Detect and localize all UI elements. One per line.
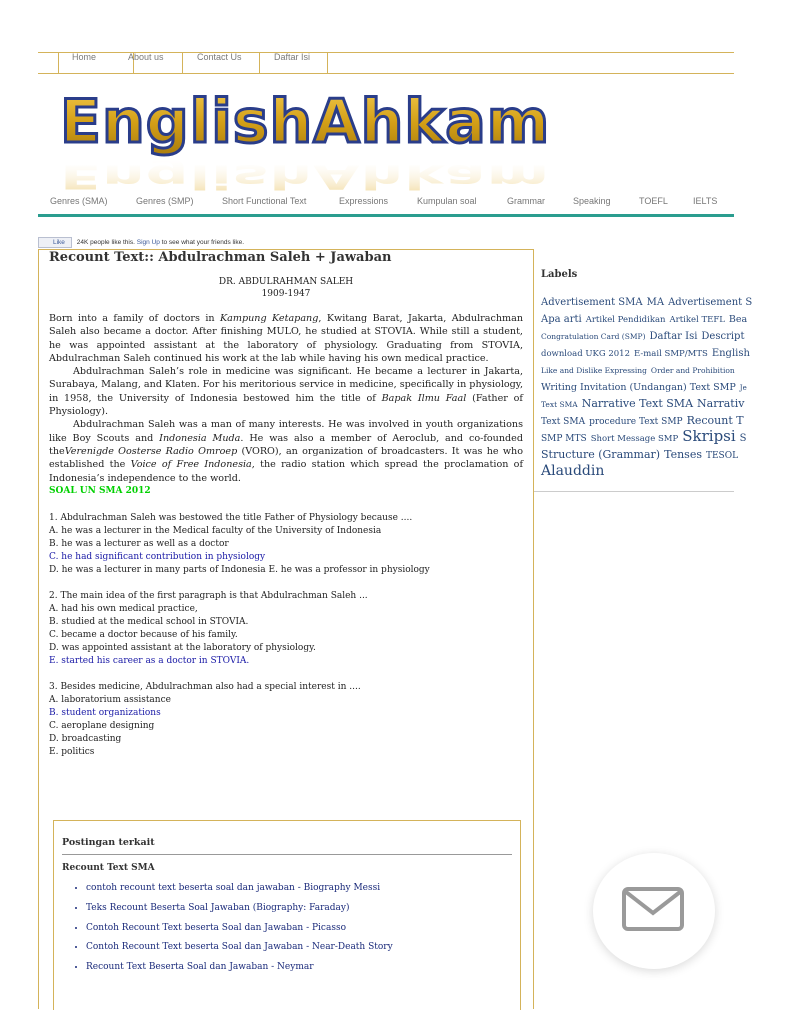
- option: B. studied at the medical school in STOVIA.: [49, 616, 249, 627]
- label-link[interactable]: Daftar Isi: [649, 331, 698, 342]
- nav-home[interactable]: Home: [58, 52, 134, 73]
- soal-heading: SOAL UN SMA 2012: [49, 485, 151, 496]
- post-title[interactable]: Recount Text:: Abdulrachman Saleh + Jawaban: [49, 250, 392, 265]
- related-list: [62, 879, 512, 978]
- cat-speaking[interactable]: Speaking: [573, 196, 611, 206]
- paragraph-2: Abdulrachman Saleh’s role in medicine was significant. He became a lecturer in Jakarta, Surabaya, Malang, and Klaten. For his meritorious service in medicine, specifically in physiology, in 1958, the University of Indonesia bestowed him the title of Bapak Ilmu Faal (Father of Physiology).: [49, 366, 523, 418]
- cat-toefl[interactable]: TOEFL: [639, 196, 668, 206]
- category-nav-bar: [38, 214, 734, 217]
- label-link[interactable]: TESOL: [705, 451, 739, 461]
- question-text: 3. Besides medicine, Abdulrachman also had a special interest in ....: [49, 681, 361, 692]
- cat-genres-smp[interactable]: Genres (SMP): [136, 196, 194, 206]
- nav-daftar-isi[interactable]: Daftar Isi: [260, 52, 328, 73]
- label-link[interactable]: Apa arti: [541, 314, 582, 325]
- label-row: [541, 429, 801, 446]
- label-link[interactable]: Congratulation Card (SMP): [541, 332, 646, 341]
- label-cloud: [541, 293, 801, 478]
- question-text: 2. The main idea of the first paragraph is that Abdulrachman Saleh ...: [49, 590, 368, 601]
- subtitle-name: DR. ABDULRAHMAN SALEH: [218, 277, 354, 287]
- option: A. had his own medical practice,: [49, 603, 198, 614]
- label-row: [541, 463, 801, 478]
- related-link[interactable]: • Contoh Recount Text beserta Soal dan Jawaban - Near-Death Story: [86, 938, 512, 958]
- label-link[interactable]: Advertisement S: [668, 297, 753, 308]
- mail-fab[interactable]: [593, 853, 715, 969]
- related-subheading: Recount Text SMA: [62, 863, 155, 873]
- label-link[interactable]: Artikel TEFL: [669, 315, 725, 325]
- label-link[interactable]: Recount T: [686, 414, 744, 427]
- label-row: [541, 412, 801, 429]
- label-link[interactable]: Text SMA: [541, 417, 586, 427]
- option-answer: E. started his career as a doctor in STOVIA.: [49, 655, 250, 666]
- question-3: [49, 681, 523, 759]
- label-link[interactable]: Narrativ: [697, 397, 745, 410]
- label-link[interactable]: Skripsi: [682, 427, 736, 445]
- label-link[interactable]: S: [739, 433, 747, 444]
- question-1: [49, 512, 523, 577]
- post-container: [38, 249, 534, 1009]
- option: D. was appointed assistant at the laboratory of physiology.: [49, 642, 316, 653]
- label-link[interactable]: Bea: [728, 314, 748, 325]
- post-subtitle: [49, 276, 523, 300]
- category-nav: [38, 191, 734, 215]
- question-text: 1. Abdulrachman Saleh was bestowed the title Father of Physiology because ....: [49, 512, 413, 523]
- related-link[interactable]: • Teks Recount Beserta Soal Jawaban (Biography: Faraday): [86, 899, 512, 919]
- cat-kumpulan-soal[interactable]: Kumpulan soal: [417, 196, 477, 206]
- label-link[interactable]: Writing Invitation (Undangan) Text SMP: [541, 382, 736, 393]
- label-row: [541, 293, 801, 310]
- facebook-like-bar: [38, 237, 244, 248]
- option: A. laboratorium assistance: [49, 694, 171, 705]
- option: C. became a doctor because of his family.: [49, 629, 238, 640]
- nav-about-us[interactable]: About us: [114, 52, 183, 73]
- label-row: [541, 310, 801, 327]
- like-rest: to see what your friends like.: [161, 239, 245, 246]
- label-link[interactable]: Short Message SMP: [590, 434, 679, 444]
- related-heading: Postingan terkait: [62, 837, 512, 855]
- label-link[interactable]: procedure Text SMP: [589, 417, 683, 427]
- cat-expressions[interactable]: Expressions: [339, 196, 389, 206]
- label-link[interactable]: Advertisement SMA: [541, 297, 643, 308]
- label-link[interactable]: E-mail SMP/MTS: [634, 349, 708, 359]
- labels-heading: Labels: [541, 269, 578, 280]
- option: C. aeroplane designing: [49, 720, 155, 731]
- related-link[interactable]: • Contoh Recount Text beserta Soal dan Jawaban - Picasso: [86, 919, 512, 939]
- related-posts: [53, 820, 521, 1010]
- label-link[interactable]: Structure (Grammar): [541, 448, 661, 461]
- question-2: [49, 590, 523, 668]
- label-link[interactable]: Tenses: [664, 448, 702, 461]
- label-row: [541, 395, 801, 412]
- option: A. he was a lecturer in the Medical faculty of the University of Indonesia: [49, 525, 382, 536]
- label-link[interactable]: SMP MTS: [541, 434, 587, 444]
- label-link[interactable]: download UKG 2012: [541, 349, 630, 359]
- related-link[interactable]: • Recount Text Beserta Soal dan Jawaban - Neymar: [86, 958, 512, 978]
- label-link[interactable]: English: [711, 348, 750, 359]
- cat-grammar[interactable]: Grammar: [507, 196, 545, 206]
- label-row: [541, 344, 801, 361]
- paragraph-1: Born into a family of doctors in Kampung Ketapang, Kwitang Barat, Jakarta, Abdulrachman Saleh also became a doctor. After finishing MULO, he studied at STOVIA. While still a student, he was appointed assistant at the laboratory of physiology. Graduating from STOVIA, Abdulrachman Saleh continued his work at the lab while having his own medical practice.: [49, 313, 523, 364]
- label-row: [541, 361, 801, 378]
- label-link[interactable]: Like and Dislike Expressing: [541, 366, 647, 375]
- label-row: [541, 446, 801, 463]
- like-count: 24K people like this.: [76, 239, 135, 246]
- mail-icon: [593, 853, 715, 969]
- top-nav-lead: [38, 52, 59, 73]
- label-link[interactable]: Alauddin: [541, 463, 605, 479]
- site-logo[interactable]: [58, 87, 551, 196]
- related-link[interactable]: • contoh recount text beserta soal dan jawaban - Biography Messi: [86, 879, 512, 899]
- sidebar-labels: [534, 259, 753, 492]
- paragraph-3: Abdulrachman Saleh was a man of many interests. He was involved in youth organizations like Boy Scouts and Indonesia Muda. He was also a member of Aeroclub, and co-founded theVerenigde Oosterse Radio Omroep (VORO), an organization of broadcasters. It was he who established the Voice of Free Indonesia, the radio station which spread the proclamation of Indonesia’s independence to the world.: [49, 419, 523, 484]
- signup-link[interactable]: Sign Up: [136, 239, 160, 246]
- label-link[interactable]: Text SMA: [541, 400, 578, 409]
- option-answer: C. he had significant contribution in physiology: [49, 551, 266, 562]
- cat-short-functional-text[interactable]: Short Functional Text: [222, 196, 307, 206]
- logo-text: EnglishAhkam: [60, 87, 551, 157]
- label-link[interactable]: Je: [739, 384, 747, 392]
- logo-reflection: EnglishAhkam: [60, 157, 551, 196]
- option: D. he was a lecturer in many parts of Indonesia E. he was a professor in physiology: [49, 564, 430, 575]
- label-link[interactable]: MA: [646, 297, 665, 308]
- label-link[interactable]: Artikel Pendidikan: [585, 315, 666, 325]
- label-row: [541, 378, 801, 395]
- label-row: [541, 327, 801, 344]
- nav-contact-us[interactable]: Contact Us: [183, 52, 260, 73]
- cat-ielts[interactable]: IELTS: [693, 196, 718, 206]
- label-link[interactable]: Descript: [701, 331, 745, 342]
- option: B. he was a lecturer as well as a doctor: [49, 538, 229, 549]
- cat-genres-sma[interactable]: Genres (SMA): [50, 196, 108, 206]
- option: E. politics: [49, 746, 95, 757]
- label-link[interactable]: Order and Prohibition: [650, 366, 735, 375]
- option-answer: B. student organizations: [49, 707, 161, 718]
- top-nav: [38, 52, 734, 74]
- label-link[interactable]: Narrative Text SMA: [581, 397, 694, 410]
- subtitle-years: 1909-1947: [261, 289, 311, 299]
- like-button[interactable]: Like: [38, 237, 72, 248]
- option: D. broadcasting: [49, 733, 122, 744]
